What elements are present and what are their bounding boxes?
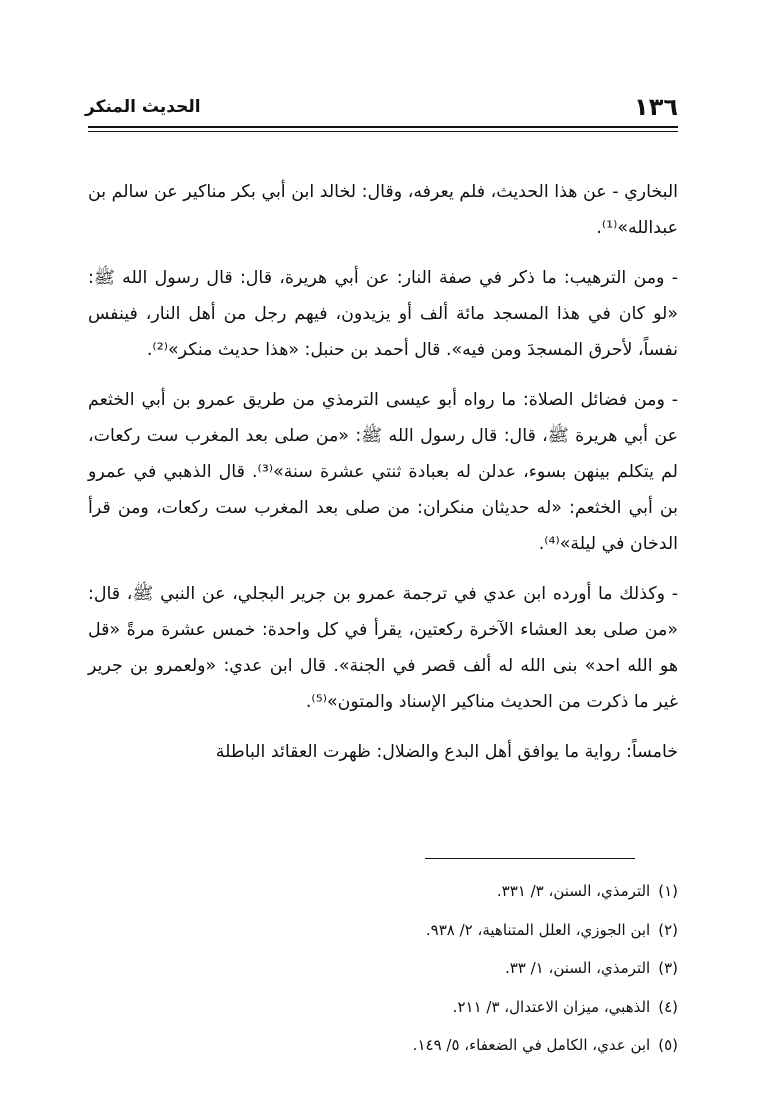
footnote-2 bbox=[88, 911, 678, 950]
footnote-number: (٣) bbox=[658, 959, 678, 977]
paragraph-3: - ومن فضائل الصلاة: ما رواه أبو عيسى الترمذي من طريق عمرو بن أبي الخثعم عن أبي هريرة ﷺ، قال: قال رسول الله ﷺ: «من صلى بعد المغرب ست ركعات، لم يتكلم بينهن بسوء، عدلن له بعبادة ثنتي عشرة سنة»⁽³⁾. قال الذهبي في عمرو بن أبي الخثعم: «له حديثان منكران: من صلى بعد المغرب ست ركعات، ومن قرأ الدخان في ليلة»⁽⁴⁾. bbox=[88, 390, 678, 554]
footnote-text: الترمذي، السنن، ١/ ٣٣. bbox=[504, 959, 651, 977]
footnotes bbox=[88, 872, 678, 1065]
page-number: ١٣٦ bbox=[634, 93, 678, 121]
footnote-text: الترمذي، السنن، ٣/ ٣٣١. bbox=[496, 882, 651, 900]
footnote-1 bbox=[88, 872, 678, 911]
footnote-number: (١) bbox=[658, 882, 678, 900]
footnote-text: الذهبي، ميزان الاعتدال، ٣/ ٢١١. bbox=[452, 997, 651, 1016]
paragraph-4: - وكذلك ما أورده ابن عدي في ترجمة عمرو بن جرير البجلي، عن النبي ﷺ، قال: «من صلى بعد العشاء الآخرة ركعتين، يقرأ في كل واحدة: خمس عشرة مرةً «قل هو الله احد» بنى الله له ألف قصر في الجنة». قال ابن عدي: «ولعمرو بن جرير غير ما ذكرت من الحديث مناكير الإسناد والمتون»⁽⁵⁾. bbox=[88, 584, 678, 712]
footnote-separator bbox=[425, 858, 635, 859]
footnote-number: (٤) bbox=[658, 997, 678, 1016]
footnote-3 bbox=[88, 949, 678, 988]
running-title: الحديث المنكر bbox=[85, 97, 201, 117]
main-text bbox=[88, 174, 678, 784]
paragraph-1: البخاري - عن هذا الحديث، فلم يعرفه، وقال: لخالد ابن أبي بكر مناكير عن سالم بن عبدالله»⁽¹⁾. bbox=[88, 182, 678, 238]
footnote-number: (٥) bbox=[658, 1036, 678, 1054]
header-rule bbox=[88, 126, 678, 132]
page-header bbox=[85, 92, 678, 122]
footnote-5 bbox=[88, 1026, 678, 1065]
footnote-4 bbox=[88, 988, 678, 1027]
footnote-text: ابن عدي، الكامل في الضعفاء، ٥/ ١٤٩. bbox=[412, 1036, 651, 1054]
section-heading-paragraph: خامساً: رواية ما يوافق أهل البدع والضلال: ظهرت العقائد الباطلة bbox=[215, 742, 678, 762]
footnote-number: (٢) bbox=[658, 920, 678, 939]
paragraph-2: - ومن الترهيب: ما ذكر في صفة النار: عن أبي هريرة، قال: قال رسول الله ﷺ: «لو كان في هذا المسجد مائة ألف أو يزيدون، فيهم رجل من أهل النار، فينفس نفساً، لأحرق المسجدَ ومن فيه». قال أحمد بن حنبل: «هذا حديث منكر»⁽²⁾. bbox=[88, 268, 678, 360]
footnote-text: ابن الجوزي، العلل المتناهية، ٢/ ٩٣٨. bbox=[425, 920, 651, 939]
